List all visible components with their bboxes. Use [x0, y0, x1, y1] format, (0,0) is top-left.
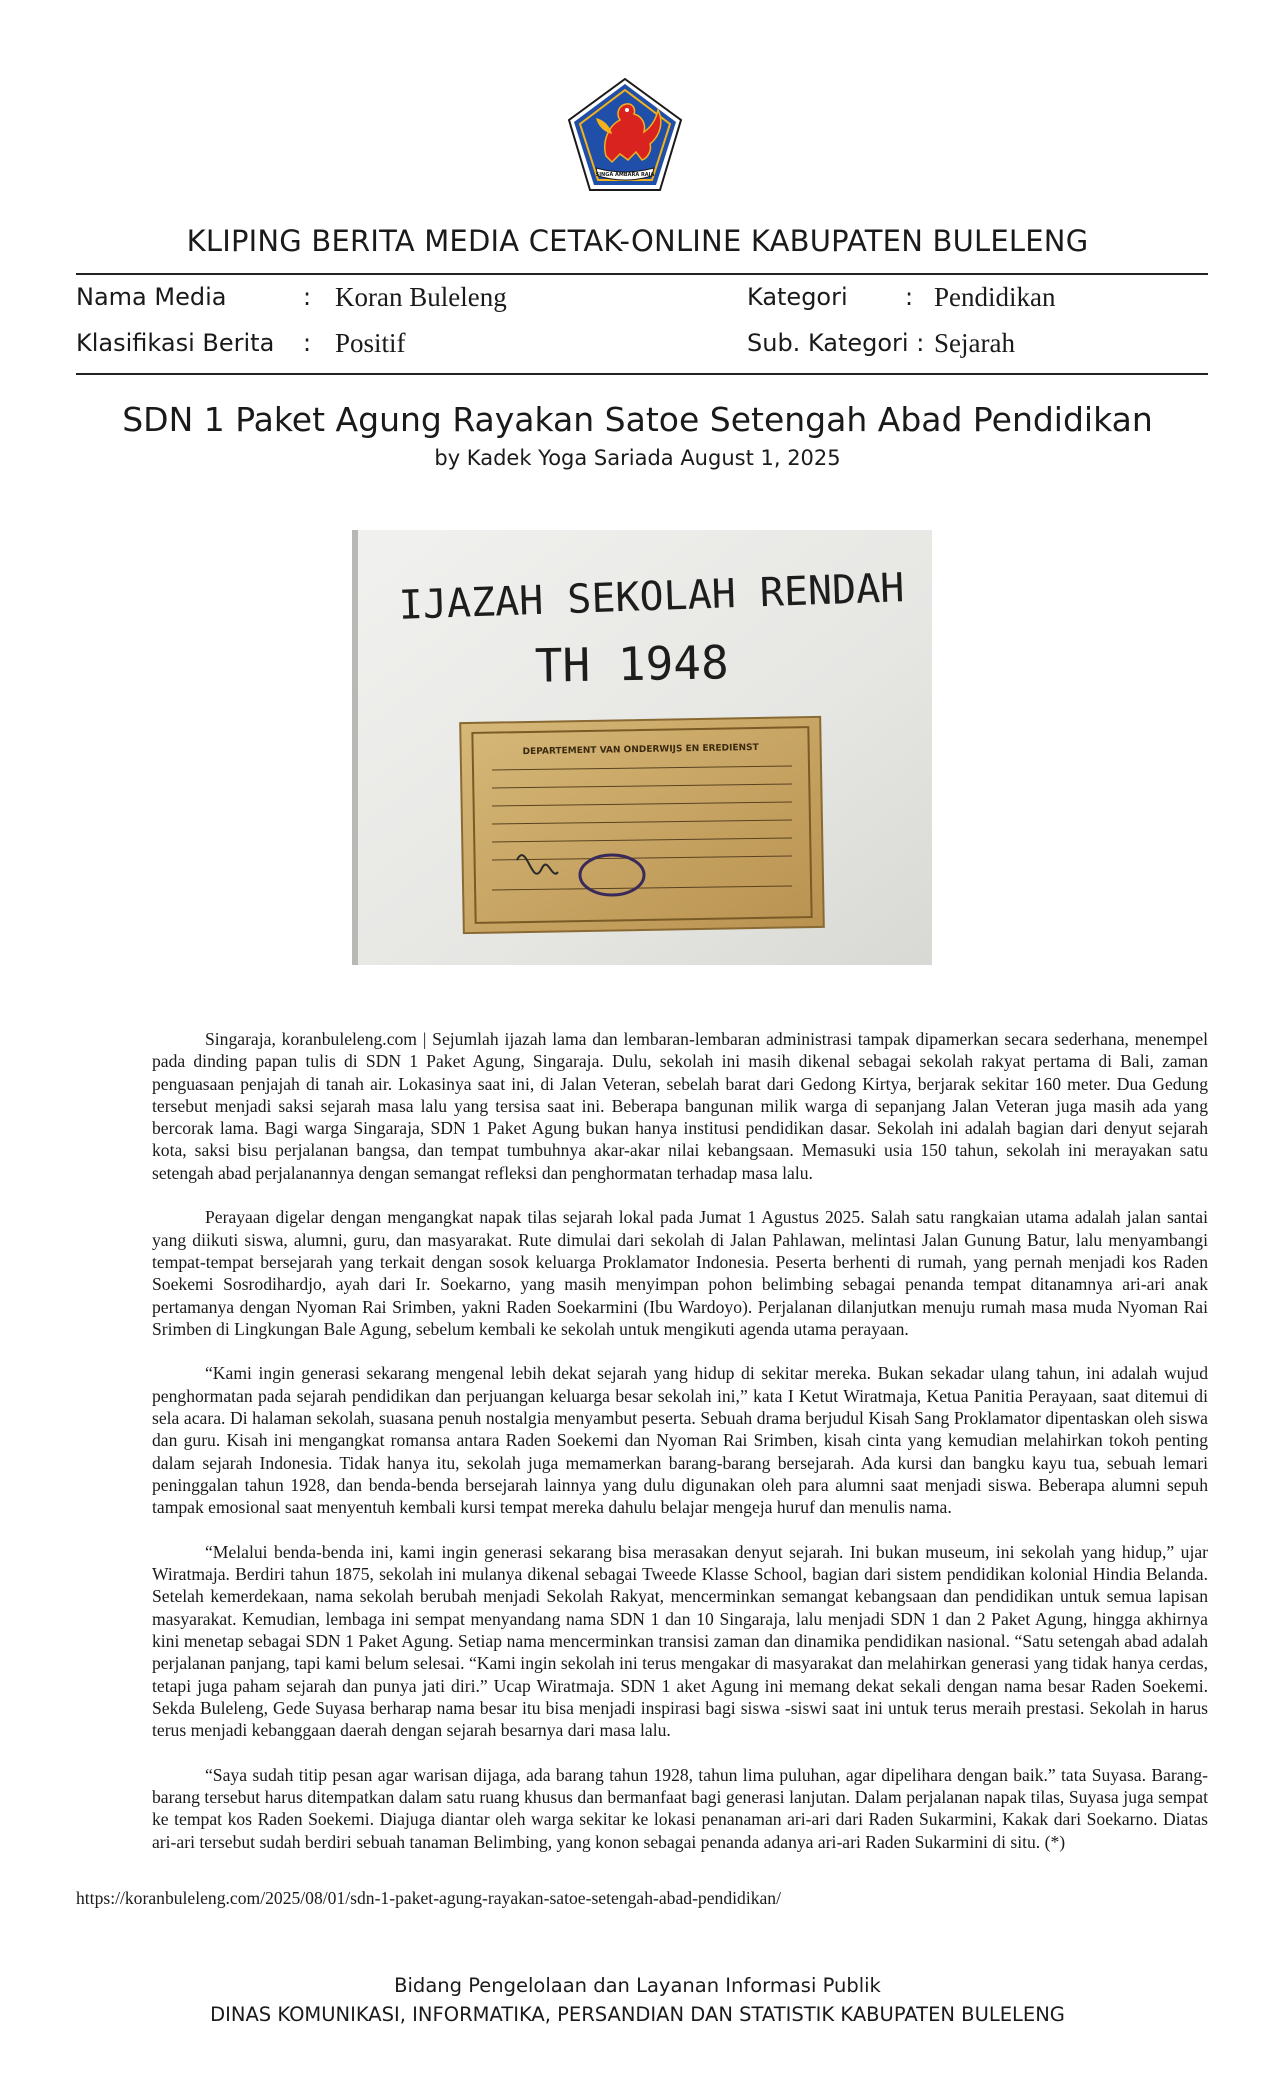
article-paragraph-5: “Saya sudah titip pesan agar warisan dijaga, ada barang tahun 1928, tahun lima puluhan, agar dipelihara dengan baik.” tata Suyasa. Barang-barang tersebut harus ditempatkan dalam satu ruang khusus dan bermanfaat bagi generasi lanjutan. Dalam perjalanan napak tilas, Suyasa juga sempat ke tempat kos Raden Soekemi. Diajuga diantar oleh warga sekitar ke lokasi penanaman ari-ari dari Raden Sukarmini, Kakak dari Soekarno. Diatas ari-ari tersebut sudah berdiri sebuah tanaman Belimbing, yang konon sebagai penanda adanya ari-ari Raden Sukarmini di situ. (*): [152, 1764, 1208, 1852]
article-paragraph-3: “Kami ingin generasi sekarang mengenal lebih dekat sejarah yang hidup di sekitar mereka. Bukan sekadar ulang tahun, ini adalah wujud penghormatan pada sejarah pendidikan dan perjuangan keluarga besar sekolah ini,” kata I Ketut Wiratmaja, Ketua Panitia Perayaan, saat ditemui di sela acara. Di halaman sekolah, suasana penuh nostalgia menyambut peserta. Sebuah drama berjudul Kisah Sang Proklamator dipentaskan oleh siswa dan guru. Kisah ini mengangkat romansa antara Raden Soekemi dan Nyoman Rai Srimben, kisah cinta yang kemudian melahirkan tokoh penting dalam sejarah Indonesia. Tidak hanya itu, sekolah juga memamerkan barang-barang bersejarah. Ada kursi dan bangku kayu tua, sebuah lemari peninggalan tahun 1928, dan benda-benda bersejarah lainnya yang dulu digunakan oleh para alumni saat menjadi siswa. Beberapa alumni sepuh tampak emosional saat menyentuh kembali kursi tempat mereka dahulu belajar mengeja huruf dan menulis nama.: [152, 1363, 1208, 1518]
article-paragraph-1: Singaraja, koranbuleleng.com | Sejumlah ijazah lama dan lembaran-lembaran administrasi tampak dipamerkan secara sederhana, menempel pada dinding papan tulis di SDN 1 Paket Agung, Singaraja. Dulu, sekolah ini masih dikenal sebagai sekolah rakyat pertama di Bali, zaman penguasaan penjajah di tanah air. Lokasinya saat ini, di Jalan Veteran, sebelah barat dari Gedong Kirtya, berjarak sekitar 160 meter. Dua Gedung tersebut menjadi saksi sejarah masa lalu yang tersisa saat ini. Beberapa bangunan milik warga di sepanjang Jalan Veteran juga masih ada yang bercorak lama. Bagi warga Singaraja, SDN 1 Paket Agung bukan hanya institusi pendidikan dasar. Sekolah ini adalah bagian dari denyut sejarah kota, saksi bisu perjalanan bangsa, dan tempat tumbuhnya akar-akar nilai kebangsaan. Memasuki usia 150 tahun, sekolah ini merayakan satu setengah abad perjalanannya dengan semangat refleksi dan penghormatan terhadap masa lalu.: [152, 1029, 1208, 1183]
article-paragraph-2: Perayaan digelar dengan mengangkat napak tilas sejarah lokal pada Jumat 1 Agustus 2025. Salah satu rangkaian utama adalah jalan santai yang diikuti siswa, alumni, guru, dan masyarakat. Rute dimulai dari sekolah di Jalan Pahlawan, melintasi Jalan Gunung Batur, lalu menyambangi tempat-tempat bersejarah yang terkait dengan sosok keluarga Proklamator Indonesia. Peserta berhenti di rumah, yang pernah menjadi kos Raden Soekemi Sosrodihardjo, ayah dari Ir. Soekarno, yang masih menyimpan pohon belimbing sebagai penanda tempat ditanamnya ari-ari anak pertamanya dengan Nyoman Rai Srimben, yakni Raden Soekarmini (Ibu Wardoyo). Perjalanan dilanjutkan menuju rumah masa muda Nyoman Rai Srimben di Lingkungan Bale Agung, sebelum kembali ke sekolah untuk mengikuti agenda utama perayaan.: [152, 1207, 1208, 1339]
pemkab-buleleng-emblem-icon: [566, 76, 684, 194]
article-paragraph-4: “Melalui benda-benda ini, kami ingin generasi sekarang bisa merasakan denyut sejarah. Ini bukan museum, ini sekolah yang hidup,” ujar Wiratmaja. Berdiri tahun 1875, sekolah ini mulanya dikenal sebagai Tweede Klasse School, bagian dari sistem pendidikan kolonial Hindia Belanda. Setelah kemerdekaan, nama sekolah berubah menjadi Sekolah Rakyat, mencerminkan semangat kebangsaan dan pendidikan untuk semua lapisan masyarakat. Kemudian, lembaga ini sempat menyandang nama SDN 1 dan 10 Singaraja, lalu menjadi SDN 1 dan 2 Paket Agung, hingga akhirnya kini menetap sebagai SDN 1 Paket Agung. Setiap nama mencerminkan transisi zaman dan dinamika pendidikan nasional. “Satu setengah abad adalah perjalanan panjang, tapi kami belum selesai. “Kami ingin sekolah ini terus mengakar di masyarakat dan melahirkan generasi yang tidak hanya cerdas, tetapi juga paham sejarah dan punya jati diri.” Ucap Wiratmaja. SDN 1 aket Agung ini memang dekat sekali dengan nama besar Raden Soekemi. Sekda Buleleng, Gede Suyasa berharap nama besar itu bisa menjadi inspirasi bagi siswa -siswi saat ini untuk terus meraih prestasi. Sekolah in harus terus menjadi kebanggaan daerah dengan sejarah besarnya dari masa lalu.: [152, 1541, 1208, 1741]
meta-nama-media-label: Nama Media: [76, 283, 227, 311]
article-headline: SDN 1 Paket Agung Rayakan Satoe Setengah Abad Pendidikan: [122, 400, 1153, 439]
source-url: https://koranbuleleng.com/2025/08/01/sdn-1-paket-agung-rayakan-satoe-setengah-abad-pendidikan/: [76, 1888, 781, 1908]
header-rule-bottom: [76, 373, 1208, 375]
photo-handwritten-line1: IJAZAH SEKOLAH RENDAH: [398, 565, 906, 629]
logo-motto: SINGA AMBARA RAJA: [595, 172, 655, 178]
article-photo: [352, 530, 932, 965]
kliping-title: KLIPING BERITA MEDIA CETAK-ONLINE KABUPATEN BULELENG: [186, 224, 1089, 258]
meta-nama-media-value: Koran Buleleng: [335, 282, 507, 312]
meta-nama-media-colon: :: [303, 283, 312, 311]
meta-sub-kategori-value: Sejarah: [934, 328, 1015, 358]
footer-agency: DINAS KOMUNIKASI, INFORMATIKA, PERSANDIAN DAN STATISTIK KABUPATEN BULELENG: [210, 2003, 1065, 2026]
certificate-document: [460, 717, 824, 933]
certificate-header: DEPARTEMENT VAN ONDERWIJS EN EREDIENST: [522, 742, 759, 758]
header-rule-top: [76, 273, 1208, 275]
footer-division: Bidang Pengelolaan dan Layanan Informasi Publik: [394, 1974, 881, 1997]
article-byline: by Kadek Yoga Sariada August 1, 2025: [434, 446, 841, 470]
meta-klasifikasi-value: Positif: [335, 328, 406, 358]
meta-klasifikasi-colon: :: [303, 329, 312, 357]
meta-sub-kategori-label: Sub. Kategori :: [747, 329, 925, 357]
meta-kategori-label: Kategori: [747, 283, 848, 311]
article-body: [152, 1028, 1208, 1875]
meta-kategori-value: Pendidikan: [934, 282, 1056, 312]
meta-kategori-colon: :: [905, 283, 914, 311]
meta-klasifikasi-label: Klasifikasi Berita: [76, 329, 275, 357]
photo-handwritten-line2: TH 1948: [534, 635, 730, 693]
